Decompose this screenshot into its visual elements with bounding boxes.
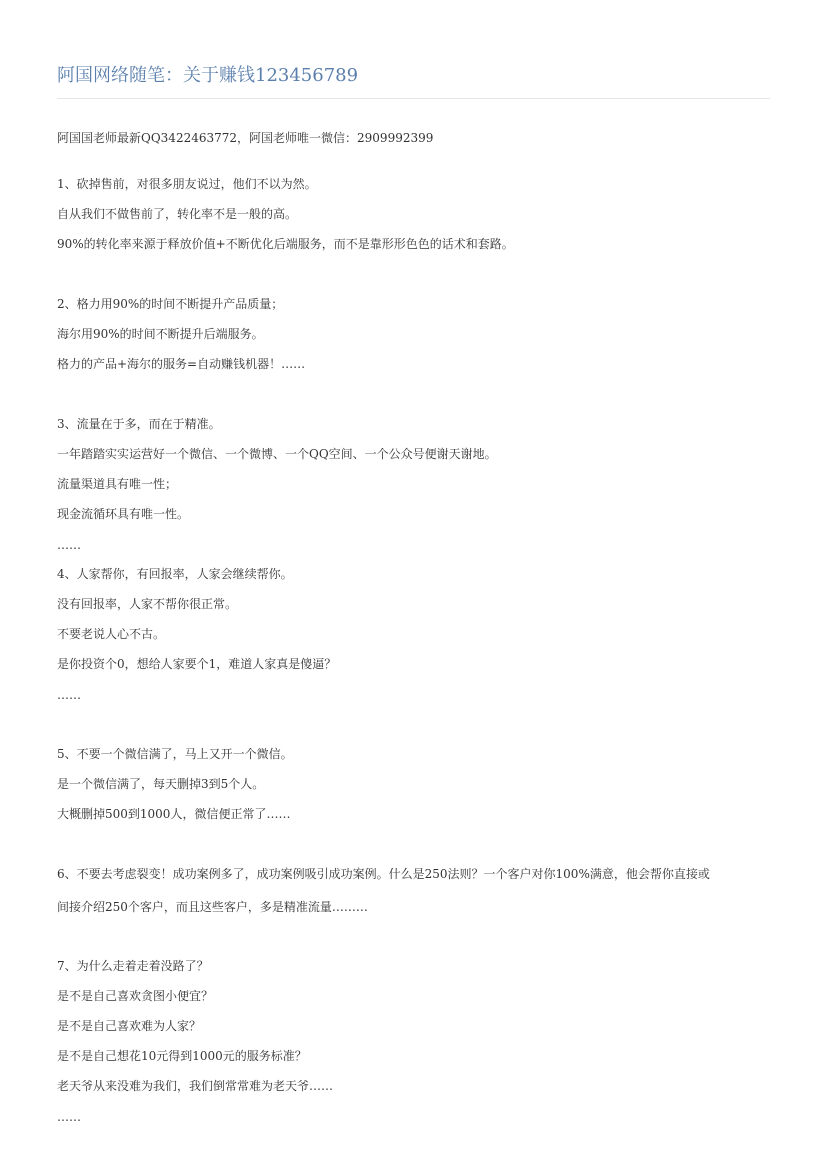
paragraph-line: 海尔用90%的时间不断提升后端服务。 [57,327,264,341]
section-4-heading: 4、人家帮你，有回报率，人家会继续帮你。 [57,567,293,581]
section-7-heading: 7、为什么走着走着没路了？ [57,959,209,973]
ellipsis-line: …… [57,1110,81,1124]
paragraph-line: 老天爷从来没难为我们，我们倒常常难为老天爷…… [57,1079,334,1093]
paragraph-line: 现金流循环具有唯一性。 [57,507,190,521]
paragraph-line: 90%的转化率来源于释放价值+不断优化后端服务，而不是靠形形色色的话术和套路。 [57,237,514,251]
paragraph-line: 自从我们不做售前了，转化率不是一般的高。 [57,207,298,221]
ellipsis-line: …… [57,538,81,552]
paragraph-line: 没有回报率，人家不帮你很正常。 [57,597,238,611]
paragraph-line: 是不是自己喜欢贪图小便宜？ [57,989,214,1003]
paragraph-line: 格力的产品+海尔的服务=自动赚钱机器！…… [57,357,306,371]
page-title: 阿国网络随笔：关于赚钱123456789 [57,65,359,86]
section-1-heading: 1、砍掉售前，对很多朋友说过，他们不以为然。 [57,177,317,191]
paragraph-line: 是一个微信满了，每天删掉3到5个人。 [57,777,265,791]
paragraph-line: 流量渠道具有唯一性； [57,477,178,491]
paragraph-line: 是不是自己想花10元得到1000元的服务标准？ [57,1049,307,1063]
paragraph-line: 一年踏踏实实运营好一个微信、一个微博、一个QQ空间、一个公众号便谢天谢地。 [57,447,497,461]
paragraph-line: 是不是自己喜欢难为人家？ [57,1019,202,1033]
paragraph-line: 大概删掉500到1000人，微信便正常了…… [57,807,291,821]
title-divider [57,98,770,99]
section-2-heading: 2、格力用90%的时间不断提升产品质量； [57,297,284,311]
intro-contact: 阿国国老师最新QQ3422463772，阿国老师唯一微信：2909992399 [57,131,434,145]
paragraph-line: 间接介绍250个客户，而且这些客户，多是精准流量……… [57,900,368,914]
paragraph-line: 是你投资个0，想给人家要个1，难道人家真是傻逼？ [57,657,337,671]
section-3-heading: 3、流量在于多，而在于精准。 [57,417,221,431]
ellipsis-line: …… [57,688,81,702]
section-6-heading: 6、不要去考虑裂变！成功案例多了，成功案例吸引成功案例。什么是250法则？一个客户对你100%满意，他会帮你直接或 [57,867,710,881]
paragraph-line: 不要老说人心不古。 [57,627,166,641]
section-5-heading: 5、不要一个微信满了，马上又开一个微信。 [57,747,293,761]
